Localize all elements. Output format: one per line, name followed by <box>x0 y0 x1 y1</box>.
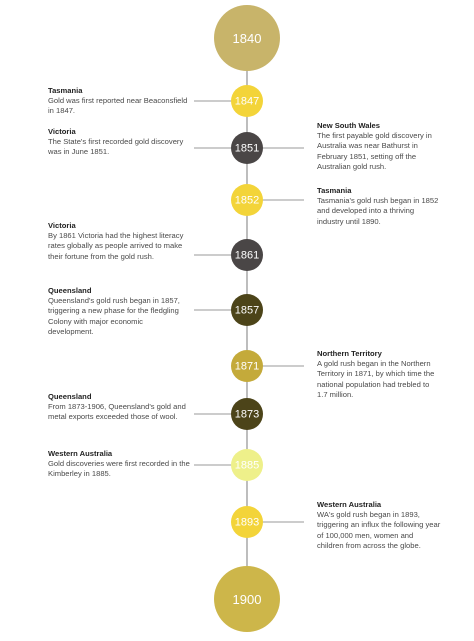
timeline-entry-1852-right <box>317 186 441 227</box>
year-node-1900 <box>214 566 280 632</box>
year-node-1885 <box>231 449 263 481</box>
timeline-entry-1873-left <box>48 392 190 423</box>
year-label: 1840 <box>232 31 262 46</box>
year-label: 1871 <box>234 360 260 373</box>
timeline-entry-1857-left <box>48 286 190 337</box>
year-label: 1873 <box>234 408 260 421</box>
timeline-entry-1861-left <box>48 221 190 262</box>
year-label: 1900 <box>232 592 262 607</box>
entry-description: By 1861 Victoria had the highest literacy rates globally as people arrived to make their fortune from the gold rush. <box>48 231 184 261</box>
timeline-entry-1847-left <box>48 86 190 117</box>
entry-region: Victoria <box>48 127 76 136</box>
year-label: 1885 <box>234 459 260 472</box>
year-label: 1857 <box>234 304 260 317</box>
entry-region: Western Australia <box>317 500 382 509</box>
entry-description: WA's gold rush began in 1893, triggering an influx the following year of 100,000 men, women and children from across the globe. <box>317 510 441 550</box>
timeline-entry-1851-left <box>48 127 190 158</box>
entry-description: A gold rush began in the Northern Territory in 1871, by which time the national population had trebled to 1.7 million. <box>317 359 435 399</box>
timeline-entry-1893-right <box>317 500 441 551</box>
year-node-1871 <box>231 350 263 382</box>
year-label: 1893 <box>234 516 260 529</box>
entry-description: Gold was first reported near Beaconsfield in 1847. <box>48 96 188 116</box>
year-node-1852 <box>231 184 263 216</box>
year-node-1873 <box>231 398 263 430</box>
entry-region: Victoria <box>48 221 76 230</box>
entry-region: Queensland <box>48 392 92 401</box>
timeline-entry-1871-right <box>317 349 441 400</box>
entry-region: Northern Territory <box>317 349 382 358</box>
entry-description: The first payable gold discovery in Australia was near Bathurst in February 1851, setting off the Australian gold rush. <box>317 131 432 171</box>
year-label: 1861 <box>234 249 260 262</box>
year-label: 1847 <box>234 95 260 108</box>
year-node-1861 <box>231 239 263 271</box>
year-node-1893 <box>231 506 263 538</box>
entry-description: From 1873-1906, Queensland's gold and metal exports exceeded those of wool. <box>48 402 186 422</box>
entry-region: Tasmania <box>317 186 352 195</box>
timeline-entry-1851-right <box>317 121 441 172</box>
entry-region: Queensland <box>48 286 92 295</box>
year-node-1857 <box>231 294 263 326</box>
entry-description: Gold discoveries were first recorded in the Kimberley in 1885. <box>48 459 190 479</box>
year-node-1851 <box>231 132 263 164</box>
timeline-entry-1885-left <box>48 449 190 480</box>
entry-description: Tasmania's gold rush began in 1852 and developed into a thriving industry until 1890. <box>317 196 439 226</box>
entry-region: New South Wales <box>317 121 381 130</box>
year-label: 1851 <box>234 142 260 155</box>
year-node-1840 <box>214 5 280 71</box>
year-label: 1852 <box>234 194 260 207</box>
entry-description: Queensland's gold rush began in 1857, triggering a new phase for the fledgling Colony with major economic development. <box>48 296 180 336</box>
entry-region: Western Australia <box>48 449 113 458</box>
entry-region: Tasmania <box>48 86 83 95</box>
entry-description: The State's first recorded gold discovery was in June 1851. <box>48 137 184 157</box>
year-node-1847 <box>231 85 263 117</box>
